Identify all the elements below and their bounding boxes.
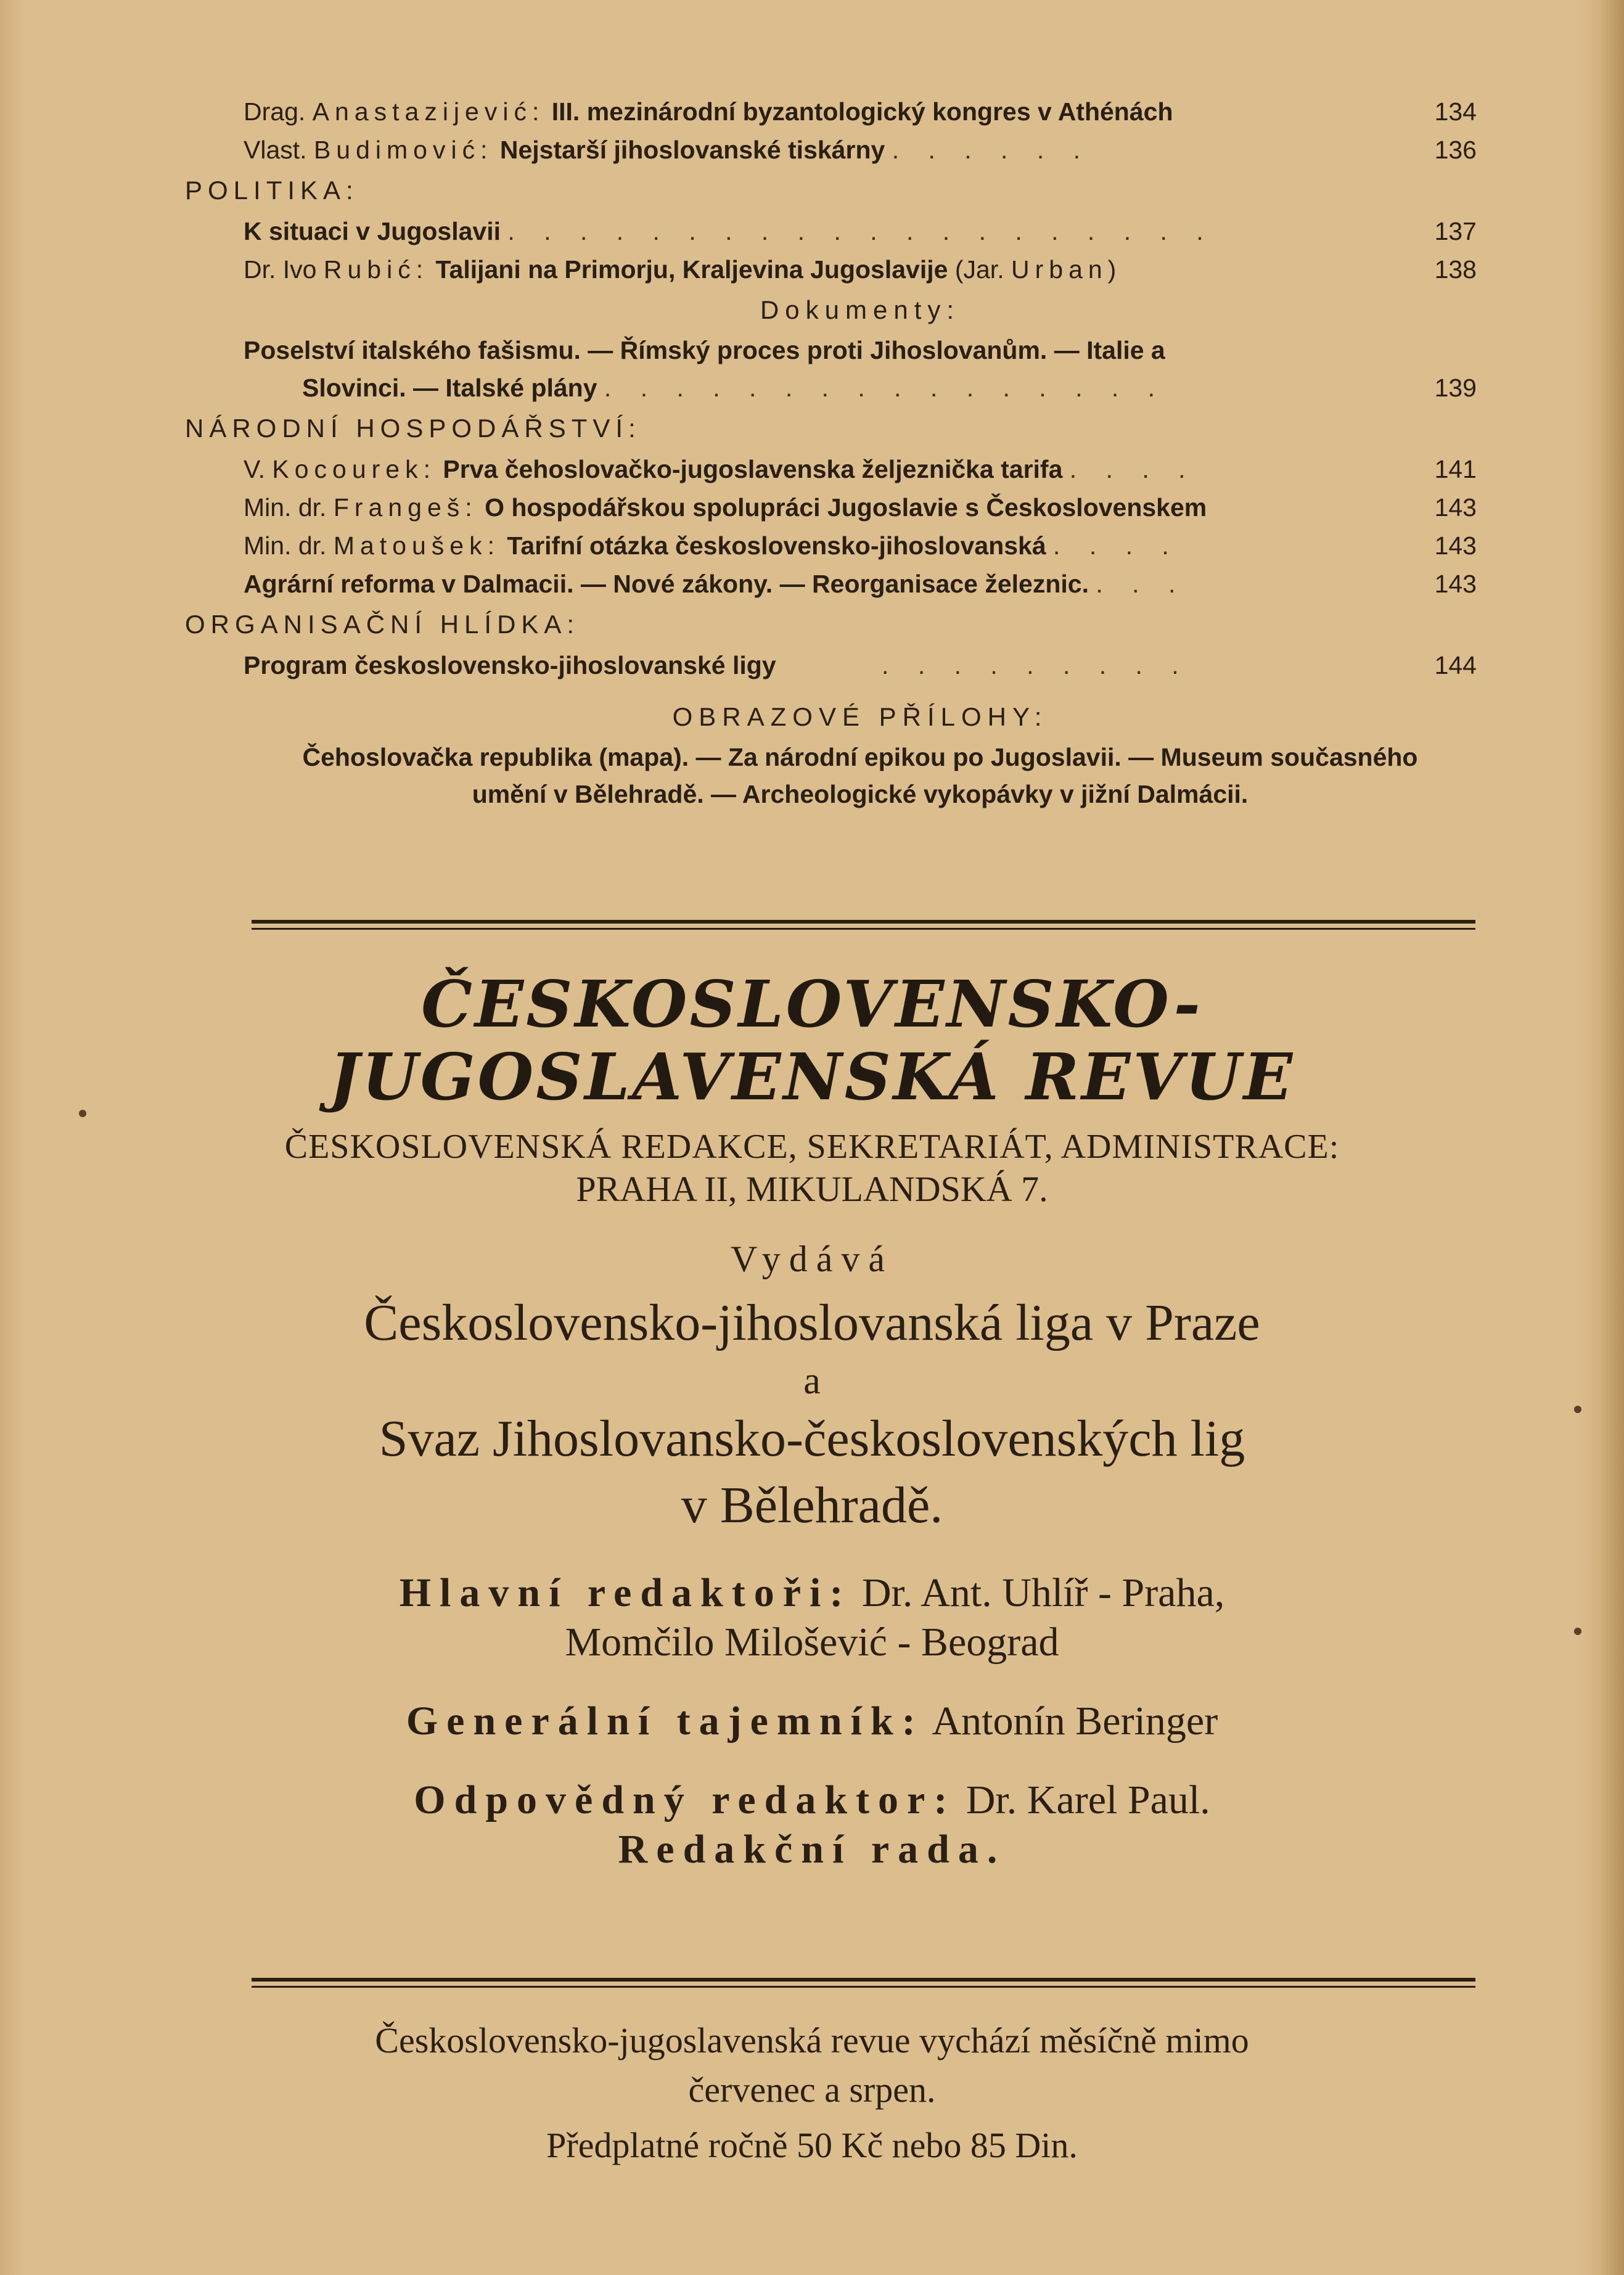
responsible-editor-label: Odpovědný redaktor: <box>414 1777 956 1822</box>
toc-title: Talijani na Primorju, Kraljevina Jugoslavije <box>435 255 948 284</box>
toc-leader-dots: . . . . . . . . . . . . . . . . <box>604 374 1167 402</box>
general-secretary <box>0 1697 1624 1746</box>
toc-author-name: Frangeš: <box>333 493 478 522</box>
editorial-address: PRAHA II, MIKULANDSKÁ 7. <box>576 1169 1048 1209</box>
toc-illustrations-line: umění v Bělehradě. — Archeologické vykopávky v jižní Dalmácii. <box>472 780 1249 808</box>
toc-author-name: Anastazijević: <box>312 97 545 126</box>
toc-title: Tarifní otázka československo-jihoslovanská <box>507 531 1046 560</box>
toc-page-number: 143 <box>1426 527 1477 565</box>
toc-entry <box>244 565 1477 603</box>
divider-double-rule <box>252 920 1475 933</box>
toc-page-number: 138 <box>1426 250 1477 289</box>
toc-section-heading: NÁRODNÍ HOSPODÁŘSTVÍ: <box>185 414 641 443</box>
toc-leader-dots: . . . . . . . . . <box>882 651 1190 679</box>
toc-title: K situaci v Jugoslavii <box>244 217 501 245</box>
paper-speck <box>79 1110 86 1117</box>
toc-title-line: Slovinci. — Italské plány <box>302 374 597 402</box>
toc-entry <box>244 646 1477 684</box>
toc-author-prefix: Min. dr. <box>244 531 327 560</box>
toc-note-prefix: (Jar. <box>954 255 1004 284</box>
toc-title: Nejstarší jihoslovanské tiskárny <box>499 136 885 164</box>
publisher-label: Vydává <box>731 1239 893 1279</box>
subscription-info <box>0 2016 1624 2170</box>
toc-note-name: Urban) <box>1011 255 1122 284</box>
publisher-name: Československo-jihoslovanská liga v Praze <box>364 1294 1260 1351</box>
masthead <box>0 968 1624 1874</box>
toc-page-number: 139 <box>1426 369 1477 407</box>
toc-author-prefix: Dr. Ivo <box>244 255 317 284</box>
table-of-contents <box>185 92 1477 813</box>
toc-author-prefix: Drag. <box>244 97 306 126</box>
toc-leader-dots: . . . . <box>1069 455 1197 483</box>
subscription-line: červenec a srpen. <box>688 2070 936 2110</box>
toc-entry <box>244 369 1477 407</box>
paper-speck <box>1574 1628 1581 1635</box>
toc-page-number: 141 <box>1426 450 1477 488</box>
toc-author-name: Kocourek: <box>272 455 436 483</box>
general-secretary-label: Generální tajemník: <box>406 1699 924 1744</box>
publisher-name: Svaz Jihoslovansko-československých lig <box>379 1410 1245 1467</box>
toc-leader-dots: . . . . <box>1053 531 1180 560</box>
toc-title: O hospodářskou spolupráci Jugoslavie s Československem <box>485 493 1207 522</box>
editorial-board: Redakční rada. <box>618 1827 1006 1872</box>
toc-entry <box>244 488 1477 527</box>
toc-illustrations-line: Čehoslovačka republika (mapa). — Za národní epikou po Jugoslavii. — Museum současného <box>302 743 1418 771</box>
publisher-name: v Bělehradě. <box>681 1477 943 1534</box>
toc-page-number: 137 <box>1426 212 1477 250</box>
toc-page-number: 136 <box>1426 131 1477 169</box>
toc-page-number: 134 <box>1426 92 1477 131</box>
toc-title: Program československo-jihoslovanské ligy <box>244 651 776 679</box>
chief-editors <box>0 1568 1624 1618</box>
toc-entry-multiline <box>244 332 1477 407</box>
toc-subheading: Dokumenty: <box>760 295 961 324</box>
toc-author-name: Budimović: <box>313 136 493 164</box>
toc-author-prefix: Min. dr. <box>244 493 327 522</box>
toc-entry <box>244 527 1477 565</box>
toc-page-number: 144 <box>1426 646 1477 684</box>
toc-author-prefix: Vlast. <box>244 136 307 164</box>
paper-speck <box>1574 1406 1581 1413</box>
toc-illustrations <box>234 739 1486 813</box>
toc-title: Agrární reforma v Dalmacii. — Nové zákony. — Reorganisace železnic. <box>244 570 1089 598</box>
toc-author-name: Matoušek: <box>333 531 500 560</box>
subscription-price: Předplatné ročně 50 Kč nebo 85 Din. <box>546 2125 1078 2165</box>
toc-author-name: Rubić: <box>323 255 429 284</box>
toc-leader-dots: . . . <box>1096 570 1187 598</box>
toc-section-heading: ORGANISAČNÍ HLÍDKA: <box>185 610 580 639</box>
toc-entry <box>244 250 1477 289</box>
chief-editors-value: Dr. Ant. Uhlíř - Praha, <box>861 1570 1225 1615</box>
toc-page-number: 143 <box>1426 488 1477 527</box>
toc-entry <box>244 131 1477 169</box>
chief-editor-second: Momčilo Milošević - Beograd <box>565 1620 1059 1665</box>
responsible-editor-value: Dr. Karel Paul. <box>966 1777 1210 1822</box>
toc-title: Prva čehoslovačko-jugoslavenska željeznička tarifa <box>443 455 1063 483</box>
toc-entry <box>244 92 1477 131</box>
toc-section-heading: POLITIKA: <box>185 176 359 205</box>
toc-subheading: OBRAZOVÉ PŘÍLOHY: <box>672 702 1048 731</box>
revue-title-line: ČESKOSLOVENSKO- <box>421 966 1203 1042</box>
toc-entry <box>244 212 1477 250</box>
toc-title-line: Poselství italského fašismu. — Římský proces proti Jihoslovanům. — Italie a <box>244 336 1165 364</box>
toc-leader-dots: . . . . . . . . . . . . . . . . . . . . <box>507 217 1215 245</box>
toc-page-number: 143 <box>1426 565 1477 603</box>
toc-title: III. mezinárodní byzantologický kongres v Athénách <box>551 97 1173 126</box>
responsible-editor <box>0 1776 1624 1825</box>
chief-editors-label: Hlavní redaktoři: <box>399 1570 852 1615</box>
toc-author-prefix: V. <box>244 455 265 483</box>
revue-title-line: JUGOSLAVENSKÁ REVUE <box>329 1039 1295 1115</box>
subscription-line: Československo-jugoslavenská revue vychází měsíčně mimo <box>375 2020 1249 2060</box>
publisher-conjunction: a <box>803 1360 821 1402</box>
toc-leader-dots: . . . . . . <box>892 136 1092 164</box>
divider-double-rule <box>252 1978 1475 1991</box>
general-secretary-value: Antonín Beringer <box>932 1699 1218 1744</box>
editorial-address-label: ČESKOSLOVENSKÁ REDAKCE, SEKRETARIÁT, ADMINISTRACE: <box>284 1128 1340 1166</box>
toc-entry <box>244 450 1477 488</box>
